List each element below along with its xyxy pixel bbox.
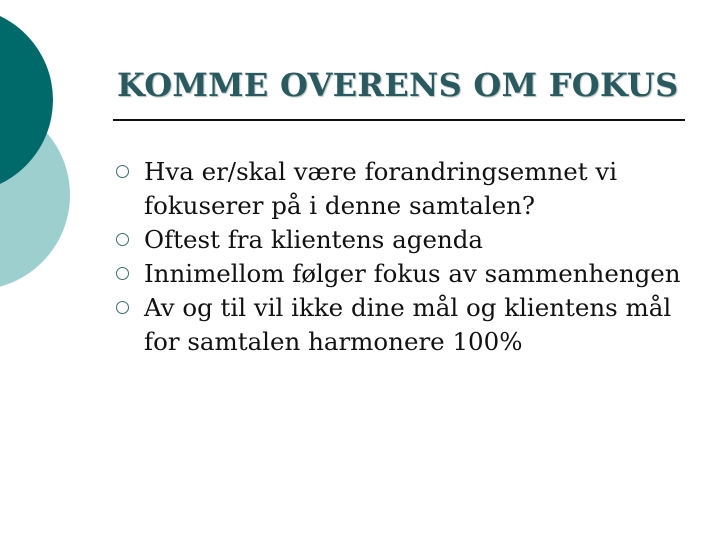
bullet-list: [114, 155, 704, 359]
hollow-circle-icon: [116, 267, 129, 280]
hollow-circle-icon: [116, 301, 129, 314]
decorative-circles: [0, 0, 80, 290]
hollow-circle-icon: [116, 165, 129, 178]
bullet-item: [114, 291, 704, 359]
title-underline: [113, 119, 685, 121]
bullet-item: [114, 155, 704, 223]
bullet-item: [114, 257, 704, 291]
bullet-item: [114, 223, 704, 257]
bullet-text: Innimellom følger fokus av sammenhengen: [144, 259, 681, 288]
slide-title: KOMME OVERENS OM FOKUS: [117, 66, 679, 104]
bullet-text: Oftest fra klientens agenda: [144, 225, 484, 254]
hollow-circle-icon: [116, 233, 129, 246]
bullet-text: Hva er/skal være forandringsemnet vi fokuserer på i denne samtalen?: [144, 157, 618, 220]
bullet-text: Av og til vil ikke dine mål og klientens mål for samtalen harmonere 100%: [144, 293, 672, 356]
